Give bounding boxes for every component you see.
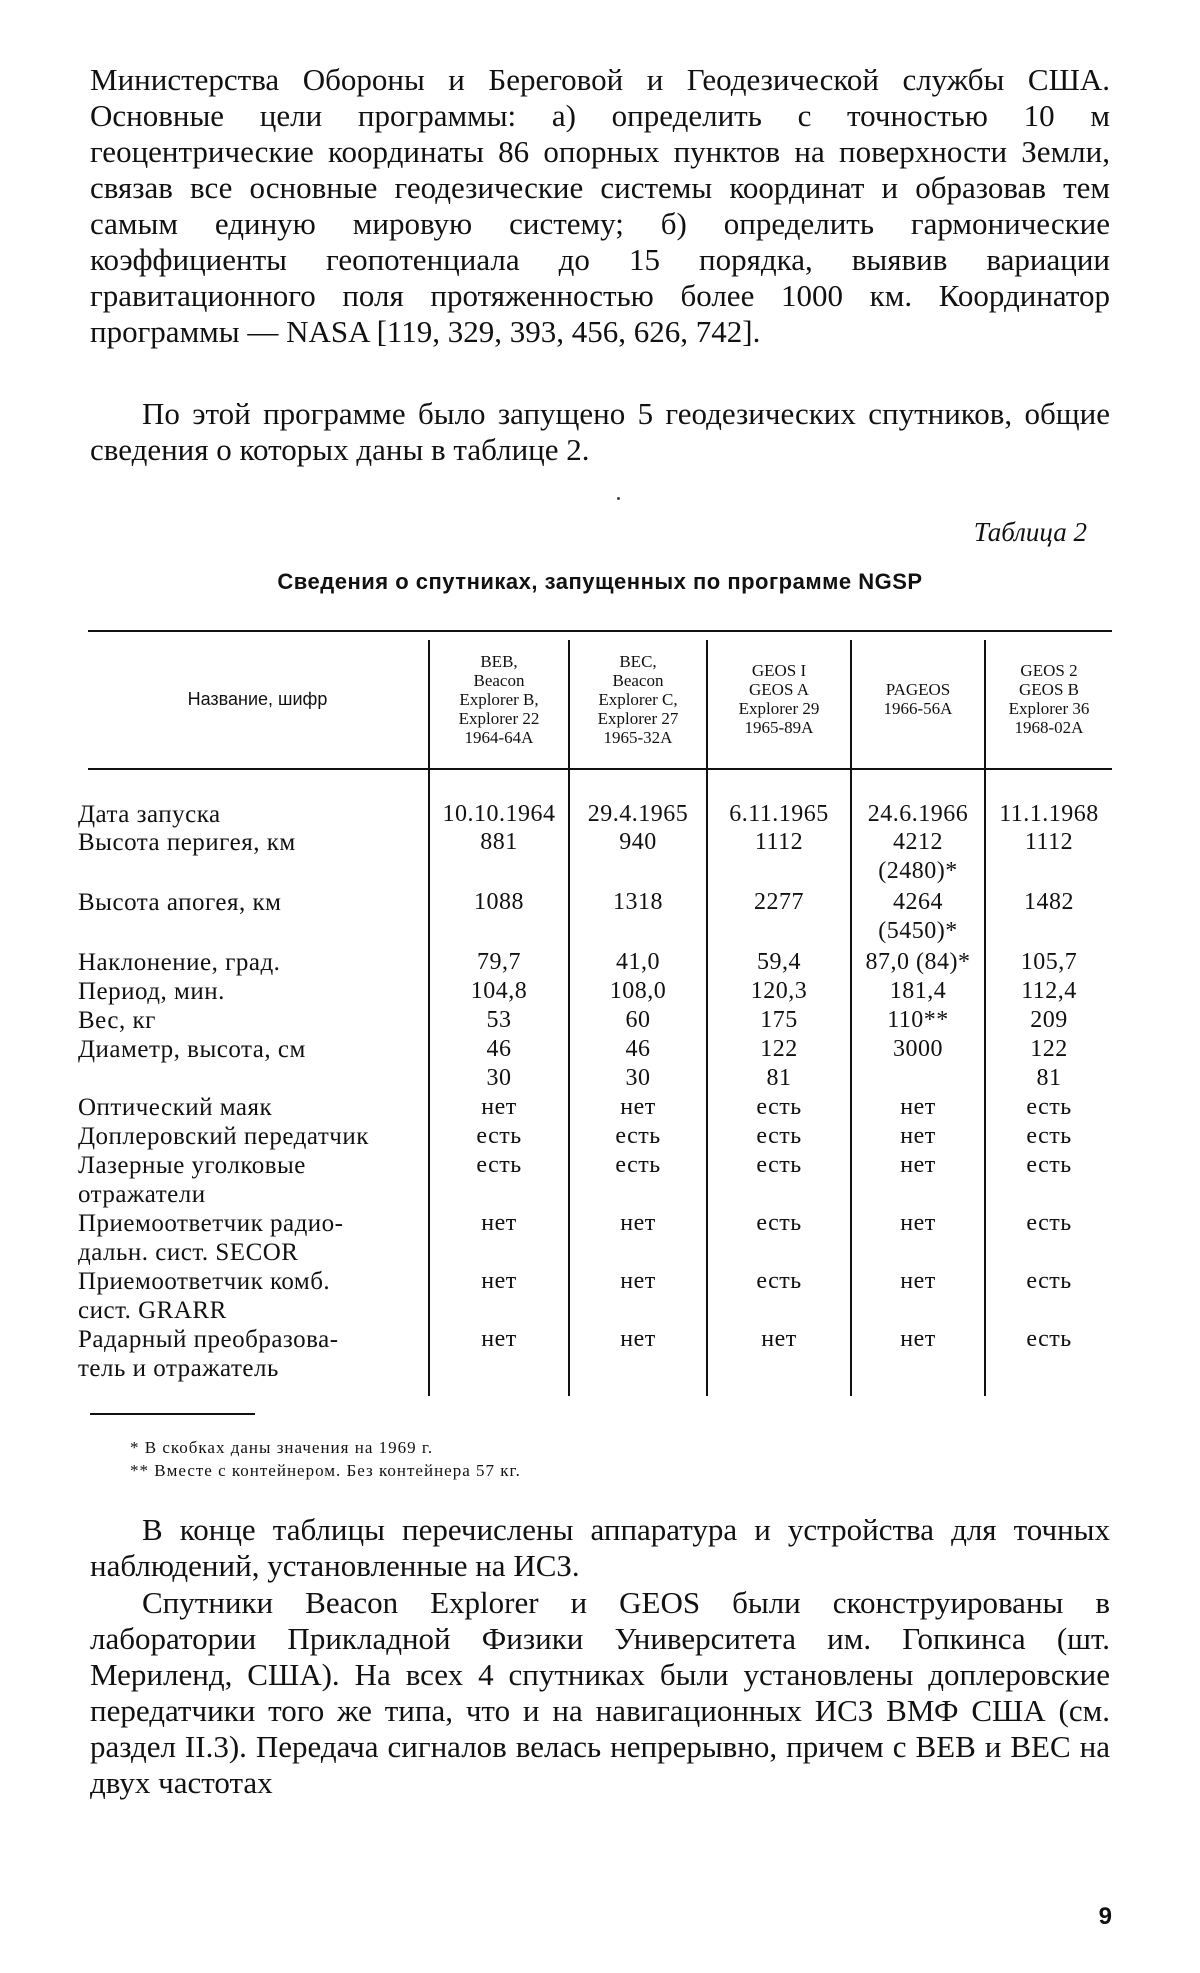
- row-label: Лазерные уголковые: [78, 1152, 306, 1179]
- table-cell: есть: [476, 1152, 522, 1178]
- row-label: сист. GRARR: [78, 1297, 227, 1324]
- column-header: [430, 640, 568, 758]
- table-cell: есть: [615, 1123, 661, 1149]
- table-cell: 59,4: [757, 949, 801, 975]
- table-cell: есть: [1026, 1123, 1072, 1149]
- table-top-rule: [88, 630, 1112, 632]
- row-label: тель и отражатель: [78, 1355, 279, 1382]
- stray-dot: [617, 497, 620, 500]
- table-cell: нет: [900, 1123, 936, 1149]
- table-cell: нет: [900, 1152, 936, 1178]
- footnote-1: * В скобках даны значения на 1969 г.: [130, 1438, 434, 1457]
- row-label: Доплеровский передатчик: [78, 1123, 369, 1150]
- row-label: Оптический маяк: [78, 1094, 273, 1121]
- table-cell: есть: [756, 1268, 802, 1294]
- column-header-line: Explorer B,: [459, 689, 539, 709]
- column-header-line: Explorer 22: [458, 708, 540, 728]
- table-cell: есть: [756, 1123, 802, 1149]
- table-cell: есть: [756, 1152, 802, 1178]
- table-cell: 29.4.1965: [587, 801, 689, 827]
- table-cell: 6.11.1965: [729, 801, 829, 827]
- column-header-line: GEOS A: [749, 680, 809, 699]
- table-cell: 181,4: [889, 978, 947, 1004]
- table-cell: 3000: [893, 1036, 943, 1062]
- table-cell: нет: [761, 1326, 797, 1352]
- table-cell: 122: [1030, 1036, 1068, 1062]
- table-cell: есть: [756, 1094, 802, 1120]
- row-label: Диаметр, высота, см: [78, 1036, 306, 1063]
- column-header-line: Explorer 36: [1008, 699, 1090, 718]
- table-cell: 81: [1036, 1065, 1062, 1091]
- table-cell: 120,3: [750, 978, 808, 1004]
- paragraph-beacon-geos: Спутники Beacon Explorer и GEOS были сконструированы в лаборатории Прикладной Физики Университета им. Гопкинса (шт. Мерилeнд, США). На всех 4 спутниках были установлены доплеровские передатчики того же типа, что и на навигационных ИСЗ ВМФ США (см. раздел II.3). Передача сигналов велась непрерывно, причем с BEB и BEC на двух частотах: [90, 1585, 1110, 1800]
- table-cell: нет: [481, 1268, 517, 1294]
- row-label: дальн. сист. SECOR: [78, 1239, 299, 1266]
- table-cell: 11.1.1968: [999, 801, 1099, 827]
- column-header-line: 1966-56A: [883, 699, 953, 718]
- table-cell: есть: [476, 1123, 522, 1149]
- table-cell: есть: [1026, 1152, 1072, 1178]
- column-header: [570, 640, 706, 758]
- table-cell: 46: [625, 1036, 651, 1062]
- table-cell: 108,0: [609, 978, 667, 1004]
- column-header-line: GEOS I: [751, 661, 807, 680]
- column-header-line: Explorer C,: [598, 689, 678, 709]
- page-number: 9: [1098, 1903, 1112, 1930]
- column-header-line: 1965-89A: [744, 718, 814, 737]
- table-cell: 105,7: [1020, 949, 1078, 975]
- table-cell: 24.6.1966: [867, 801, 969, 827]
- table-cell: есть: [756, 1210, 802, 1236]
- column-header-line: 1964-64A: [464, 727, 534, 747]
- table-cell: 53: [486, 1007, 512, 1033]
- table-cell: есть: [1026, 1094, 1072, 1120]
- table-cell: 175: [760, 1007, 798, 1033]
- row-label: Наклонение, град.: [78, 949, 281, 976]
- footnote-2: ** Вместе с контейнером. Без контейнера 57 кг.: [130, 1461, 521, 1480]
- column-header-line: PAGEOS: [885, 680, 951, 699]
- table-cell: нет: [481, 1094, 517, 1120]
- row-label: Радарный преобразова-: [78, 1326, 339, 1353]
- table-cell: 60: [625, 1007, 651, 1033]
- row-label: Высота перигея, км: [78, 829, 296, 856]
- table-cell: 4212: [893, 829, 943, 855]
- table-cell: нет: [900, 1268, 936, 1294]
- footnote-rule: [90, 1413, 255, 1415]
- table-cell: 1318: [613, 889, 663, 915]
- paragraph-intro: Министерства Обороны и Береговой и Геодезической службы США. Основные цели программы: а) определить с точностью 10 м геоцентрические координаты 86 опорных пунктов на поверхности Земли, связав все основные геодезические системы координат и образовав тем самым единую мировую систему; б) определить гармонические коэффициенты геопотенциала до 15 порядка, выявив вариации гравитационного поля протяженностью более 1000 км. Координатор программы — NASA [119, 329, 393, 456, 626, 742].: [90, 62, 1110, 349]
- column-header-line: Explorer 29: [738, 699, 820, 718]
- column-header-line: Beacon: [473, 670, 525, 690]
- table-cell: 81: [766, 1065, 792, 1091]
- table-cell: 87,0 (84)*: [865, 949, 971, 975]
- table-cell: 1112: [1024, 829, 1074, 855]
- column-header-line: GEOS B: [1019, 680, 1079, 699]
- table-cell: нет: [900, 1094, 936, 1120]
- table-cell: нет: [481, 1210, 517, 1236]
- column-header-line: BEC,: [619, 651, 657, 671]
- column-header: [986, 640, 1112, 758]
- table-cell: нет: [620, 1094, 656, 1120]
- table-cell: 112,4: [1021, 978, 1077, 1004]
- table-cell: 104,8: [470, 978, 528, 1004]
- column-header: [708, 640, 850, 758]
- table-cell: 1088: [474, 889, 524, 915]
- paragraph-table-note: В конце таблицы перечислены аппаратура и устройства для точных наблюдений, установленные на ИСЗ.: [90, 1512, 1110, 1583]
- row-label: Дата запуска: [78, 801, 221, 828]
- table-cell: 110**: [887, 1007, 949, 1033]
- table-cell: 2277: [754, 889, 804, 915]
- table-cell: 30: [486, 1065, 512, 1091]
- column-header-line: 1965-32A: [603, 727, 673, 747]
- table-cell: 30: [625, 1065, 651, 1091]
- table-cell: 209: [1030, 1007, 1068, 1033]
- table-cell: 10.10.1964: [442, 801, 556, 827]
- table-cell: есть: [1026, 1268, 1072, 1294]
- column-header-line: Beacon: [612, 670, 664, 690]
- row-label: Период, мин.: [78, 978, 225, 1005]
- column-header: [852, 640, 984, 758]
- table-cell: нет: [900, 1210, 936, 1236]
- table-number: Таблица 2: [973, 517, 1087, 547]
- table-cell: нет: [900, 1326, 936, 1352]
- table-cell: 122: [760, 1036, 798, 1062]
- table-cell: 1482: [1024, 889, 1074, 915]
- table-cell: 1112: [754, 829, 804, 855]
- table-title: Сведения о спутниках, запущенных по программе NGSP: [277, 569, 923, 594]
- table-cell: нет: [620, 1268, 656, 1294]
- row-label: Вес, кг: [78, 1007, 156, 1034]
- header-label: Название, шифр: [187, 688, 328, 709]
- paragraph-satellites-count: По этой программе было запущено 5 геодезических спутников, общие сведения о которых даны в таблице 2.: [90, 396, 1110, 467]
- table-cell: 4264: [893, 889, 943, 915]
- table-cell: нет: [481, 1326, 517, 1352]
- table-cell: (2480)*: [878, 858, 958, 884]
- table-cell: (5450)*: [878, 918, 958, 944]
- row-label: Приемоответчик комб.: [78, 1268, 331, 1295]
- row-label: отражатели: [78, 1181, 206, 1208]
- column-header-line: BEB,: [480, 651, 518, 671]
- row-label: Приемоответчик радио-: [78, 1210, 344, 1237]
- column-header-line: Explorer 27: [597, 708, 679, 728]
- column-header-line: GEOS 2: [1020, 661, 1078, 680]
- table-cell: нет: [620, 1326, 656, 1352]
- table-cell: 41,0: [616, 949, 660, 975]
- table-header-rule: [88, 768, 1112, 770]
- table-cell: есть: [1026, 1326, 1072, 1352]
- table-cell: 79,7: [477, 949, 521, 975]
- table-cell: есть: [1026, 1210, 1072, 1236]
- table-cell: 881: [480, 829, 518, 855]
- table-cell: нет: [620, 1210, 656, 1236]
- table-cell: 940: [619, 829, 657, 855]
- table-cell: 46: [486, 1036, 512, 1062]
- table-cell: есть: [615, 1152, 661, 1178]
- row-label: Высота апогея, км: [78, 889, 282, 916]
- column-header-line: 1968-02A: [1014, 718, 1084, 737]
